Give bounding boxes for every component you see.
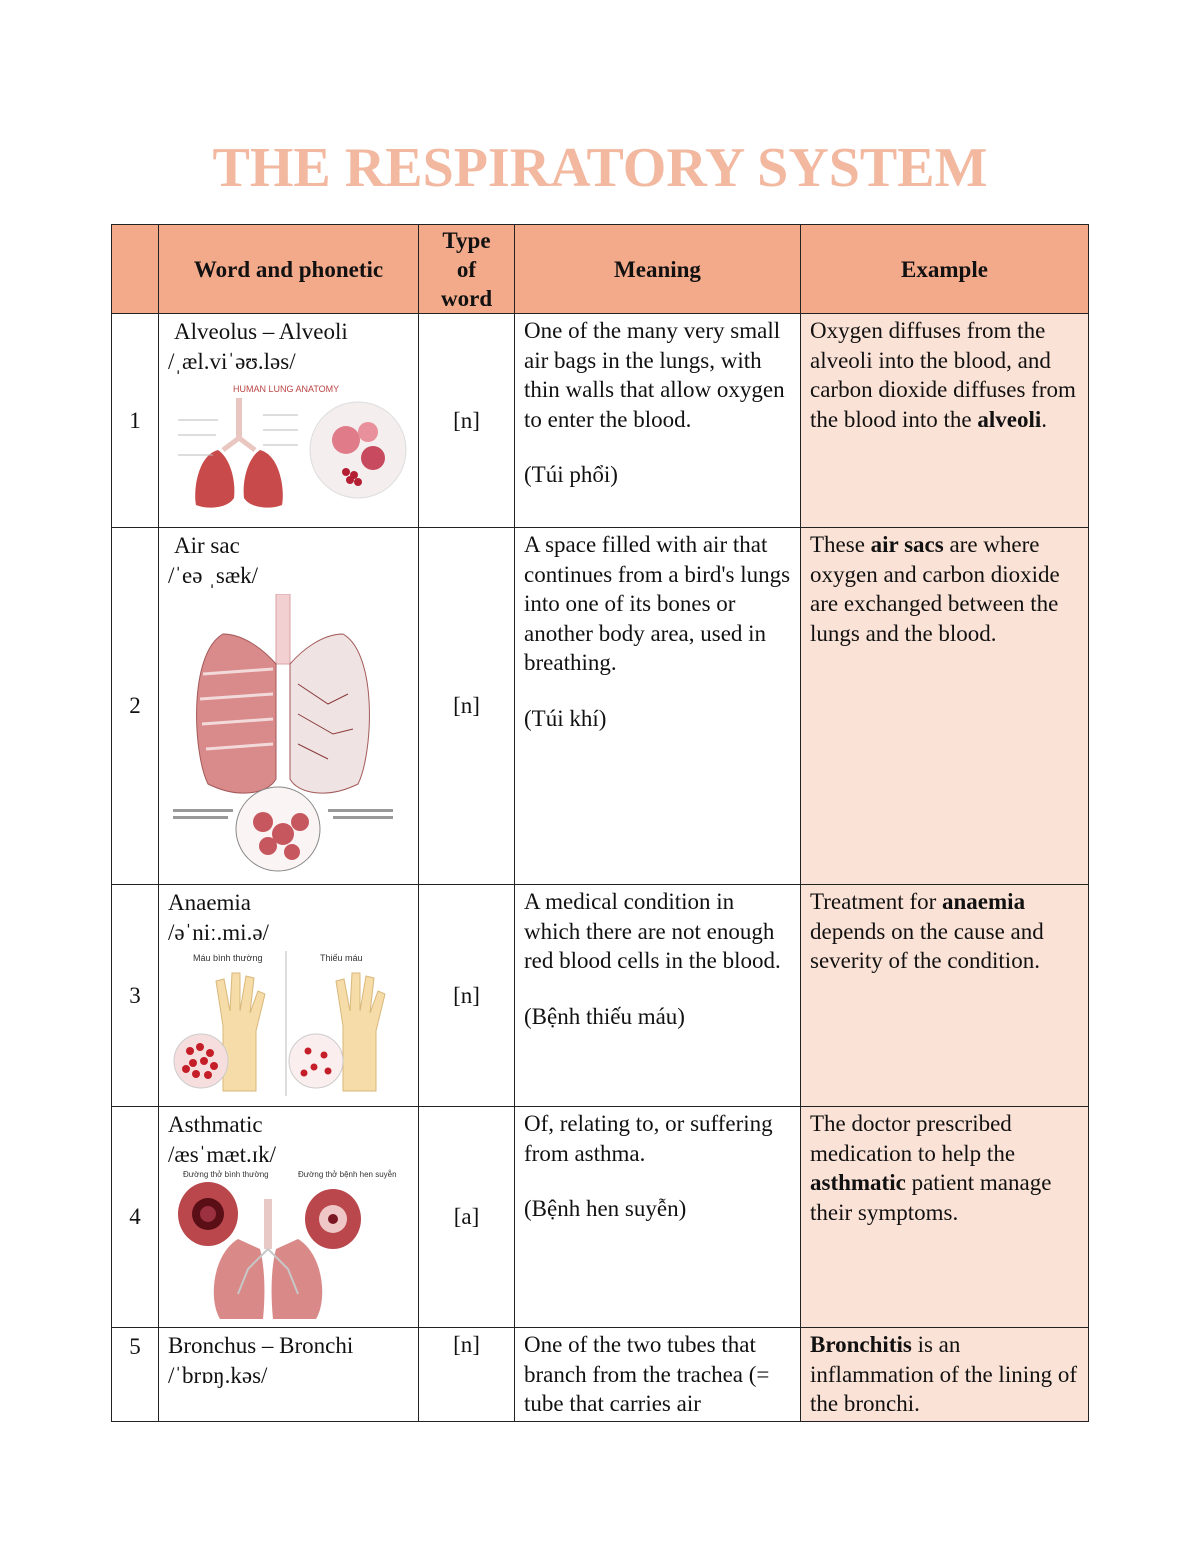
translation-text: (Bệnh thiếu máu) xyxy=(524,1003,685,1029)
row-number: 2 xyxy=(112,528,159,885)
row-number: 5 xyxy=(112,1328,159,1422)
table-row xyxy=(112,528,1089,885)
example-keyword: alveoli xyxy=(977,406,1042,432)
example-text: The doctor prescribed medication to help the xyxy=(810,1111,1016,1166)
type-cell: [a] xyxy=(419,1107,515,1328)
asthma-image xyxy=(168,1169,408,1321)
example-text: These xyxy=(810,532,871,557)
word-term: Alveolus – Alveoli xyxy=(174,319,348,344)
example-cell xyxy=(801,314,1089,528)
meaning-text: One of the many very small air bags in the lungs, with thin walls that allow oxygen to enter the blood. xyxy=(524,318,785,432)
type-cell: [n] xyxy=(419,314,515,528)
word-cell xyxy=(159,1328,419,1422)
example-text-end: depends on the cause and severity of the condition. xyxy=(810,918,1044,973)
meaning-text: One of the two tubes that branch from the trachea (= tube that carries air xyxy=(524,1332,770,1416)
word-cell xyxy=(159,528,419,885)
example-text-end: is an inflammation of the lining of the bronchi. xyxy=(810,1332,1078,1416)
word-term: Anaemia xyxy=(168,890,252,915)
table-row xyxy=(112,1107,1089,1328)
word-term: Bronchus – Bronchi xyxy=(168,1333,354,1358)
meaning-cell xyxy=(515,1328,801,1422)
table-header-row xyxy=(112,225,1089,314)
example-keyword: air sacs xyxy=(870,532,944,557)
table-row xyxy=(112,1328,1089,1422)
type-cell: [n] xyxy=(419,1328,515,1422)
header-meaning: Meaning xyxy=(515,225,801,314)
image-caption: HUMAN LUNG ANATOMY xyxy=(233,384,340,394)
word-phonetic: /æsˈmæt.ɪk/ xyxy=(168,1141,276,1167)
lung-anatomy-image xyxy=(168,380,408,525)
meaning-cell xyxy=(515,1107,801,1328)
example-cell xyxy=(801,1328,1089,1422)
translation-text: (Túi khí) xyxy=(524,705,607,731)
translation-text: (Túi phổi) xyxy=(524,462,618,487)
example-cell xyxy=(801,885,1089,1107)
header-number xyxy=(112,225,159,314)
meaning-cell xyxy=(515,314,801,528)
example-text-end: . xyxy=(1041,406,1048,432)
air-sac-image xyxy=(168,594,408,879)
example-text-end: patient manage their symptoms. xyxy=(810,1170,1052,1225)
header-type: Type of word xyxy=(419,225,515,314)
word-cell xyxy=(159,1107,419,1328)
example-cell xyxy=(801,1107,1089,1328)
meaning-text: Of, relating to, or suffering from asthma. xyxy=(524,1111,773,1166)
image-label-right: Đường thở bệnh hen suyễn xyxy=(298,1170,397,1179)
header-word: Word and phonetic xyxy=(159,225,419,314)
word-phonetic: /əˈniː.mi.ə/ xyxy=(168,919,269,945)
word-cell xyxy=(159,885,419,1107)
type-cell: [n] xyxy=(419,528,515,885)
example-keyword: asthmatic xyxy=(810,1170,906,1195)
word-phonetic: /ˈeə ˌsæk/ xyxy=(168,562,259,588)
example-text: Oxygen diffuses from the alveoli into the blood, and carbon dioxide diffuses from the blood into the xyxy=(810,318,1076,432)
meaning-cell xyxy=(515,528,801,885)
word-cell xyxy=(159,314,419,528)
type-cell: [n] xyxy=(419,885,515,1107)
row-number: 4 xyxy=(112,1107,159,1328)
word-phonetic: /ˈbrɒŋ.kəs/ xyxy=(168,1362,268,1388)
example-text: Treatment for xyxy=(810,889,943,914)
image-label-left: Đường thở bình thường xyxy=(183,1170,269,1179)
translation-text: (Bệnh hen suyễn) xyxy=(524,1196,687,1221)
meaning-text: A space filled with air that continues from a bird's lungs into one of its bones or another body area, used in breathing. xyxy=(524,532,791,675)
example-keyword: anaemia xyxy=(942,889,1026,914)
image-label-right: Thiếu máu xyxy=(320,953,363,963)
word-term: Asthmatic xyxy=(168,1112,263,1137)
example-text-end: are where oxygen and carbon dioxide are exchanged between the lungs and the blood. xyxy=(810,532,1060,646)
row-number: 1 xyxy=(112,314,159,528)
meaning-cell xyxy=(515,885,801,1107)
header-example: Example xyxy=(801,225,1089,314)
anaemia-image xyxy=(168,951,408,1099)
table-row xyxy=(112,885,1089,1107)
meaning-text: A medical condition in which there are not enough red blood cells in the blood. xyxy=(524,889,781,973)
word-phonetic: /ˌæl.viˈəʊ.ləs/ xyxy=(168,348,296,374)
image-label-left: Máu bình thường xyxy=(193,953,263,963)
example-cell xyxy=(801,528,1089,885)
page-title: THE RESPIRATORY SYSTEM xyxy=(212,137,988,199)
word-term: Air sac xyxy=(174,533,240,558)
table-row xyxy=(112,314,1089,528)
row-number: 3 xyxy=(112,885,159,1107)
example-keyword: Bronchitis xyxy=(810,1332,912,1357)
vocabulary-table xyxy=(111,224,1089,1422)
